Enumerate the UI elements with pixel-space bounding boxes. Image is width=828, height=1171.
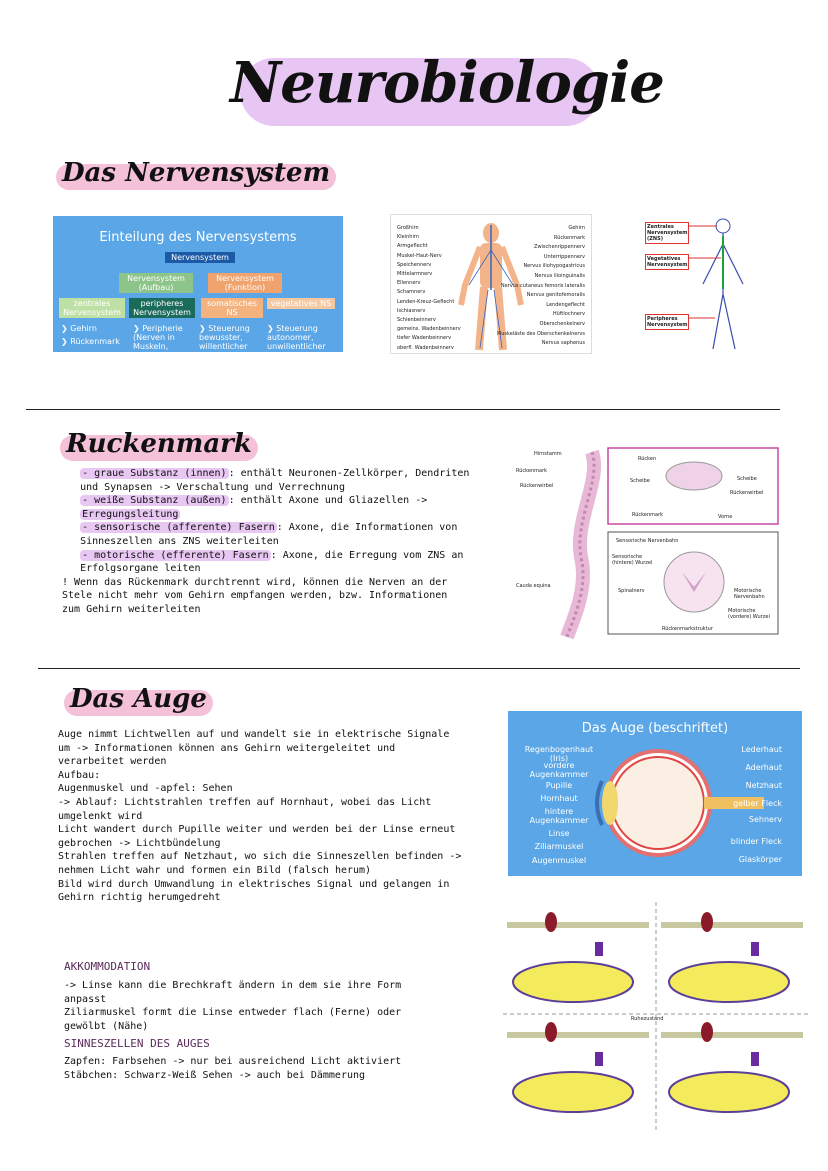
bullet-autonom: ❯ Steuerung autonomer, unwillentlicher Vorgänge [267,324,326,360]
zns-figure [643,214,783,352]
eye-label-left: Ziliarmuskel [534,842,584,851]
body-label-right: Nervus saphenus [541,340,585,347]
body-label-right: Rückenmark [553,234,585,241]
body-label-right: Nervus cutaneus femoris lateralis [500,282,585,289]
body-label-left: Ischiasnerv [397,307,426,314]
einteilung-title: Einteilung des Nervensystems [99,230,297,245]
eye-label-left: hintere Augenkammer [529,807,589,825]
body-label-left: Schamnerv [397,289,426,296]
body-label-right: Nervus ilioinguinalis [534,273,585,279]
eye-label-right: blinder Fleck [730,837,782,846]
section-heading-auge: Das Auge [70,684,207,714]
bullet-peripherie: ❯ Peripherie (Nerven in Muskeln, Augen, Ohren etc.) [133,324,189,369]
body-label-right: Nervus iliohypogastricus [523,263,585,270]
body-label-left: Mittelarmnerv [397,271,433,277]
eye-label-left: Pupille [545,781,573,790]
akkommodation-heading: AKKOMMODATION [64,960,151,973]
body-label-left: gemeins. Wadenbeinnerv [397,326,461,333]
eye-label-right: Netzhaut [745,781,782,790]
page-title-block [230,40,664,135]
body-label-right: Lendengeflecht [546,301,585,308]
body-label-left: Kleinhirn [397,234,419,241]
eye-diagram [508,711,802,876]
box-nervensystem: Nervensystem [165,252,235,263]
body-label-left: Ellennerv [397,280,421,287]
ruhezustand-label: Ruhezustand [631,1016,664,1022]
body-label-left: Schienbeinnerv [397,317,436,323]
box-somatisches: somatisches NS [201,298,263,318]
photoreceptor-diagram [503,902,809,1130]
body-label-right: Gehirn [568,225,585,231]
eye-label-left: Linse [548,829,570,838]
rm-term-motorisch: - motorische (efferente) Fasern [82,549,269,561]
rueckenmark-text: - graue Substanz (innen) : enthält Neuronen-Zellkörper, Dendriten und Synapsen -> Verschaltung und Verrechnung - weiße Substanz (außen) : enthält Axone und Gliazellen -> Erregungsleitung - sensorische (afferente) Fasern : Axone, die Informationen von Sinneszellen ans ZNS weiterleiten - motorische (efferente) Fasern : Axone, die Erregung vom ZNS an Erfolgsorgane leiten ! Wenn das Rückenmark durchtrennt wird, können die Nerven an der Stele nicht mehr vom Gehirn empfangen werden, bzw. Informationen zum Gehirn weiterleiten [62,468,470,615]
body-label-right: Hüftlochnerv [552,311,585,318]
zns-label-peripher: Peripheres Nervensystem [647,316,688,328]
eye-label-right: Glaskörper [738,855,782,864]
box-aufbau: Nervensystem (Aufbau) [119,273,193,293]
body-label-left: Lenden-Kreuz-Geflecht [397,298,455,305]
akkommodation-text: -> Linse kann die Brechkraft ändern in dem sie ihre Form anpasst Ziliarmuskel formt die Linse entweder flach (Ferne) oder gewölbt (Nähe) [64,980,402,1032]
einteilung-diagram [53,216,343,369]
sinneszellen-heading: SINNESZELLEN DES AUGES [64,1037,210,1050]
body-label-right: Oberschenkelnerv [539,321,585,327]
divider-2 [38,668,800,669]
box-funktion: Nervensystem (Funktion) [208,273,282,293]
zns-label-vegetativ: Vegetatives Nervensystem [647,256,688,268]
eye-label-right: Aderhaut [745,763,782,772]
body-label-left: tiefer Wadenbeinnerv [397,335,452,342]
box-vegetatives: vegetatives NS [267,298,335,309]
body-label-right: Nervus genitofemoralis [526,292,585,299]
eye-diagram-title: Das Auge (beschriftet) [581,721,729,736]
body-label-left: Speichennerv [397,261,432,268]
box-peripheres: peripheres Nervensystem [129,298,195,318]
spine-diagram: Hirnstamm Rückenmark Rückenwirbel Cauda equina Rücken Scheibe Scheibe Rückenwirbel Rückenmark Vorne Sensorische Nervenbahn Sensorische (hintere) Wurzel Spinalnerv Motorische Nervenbahn Motorische (vordere) Wurzel Rückenmarkstruktur [512,442,784,640]
eye-label-left: Hornhaut [540,794,578,803]
bullet-bewusst: ❯ Steuerung bewusster, willentlicher Vorgänge [199,324,250,360]
body-label-left: oberfl. Wadenbeinnerv [397,344,454,351]
body-nerves-diagram [390,214,592,354]
section-heading-rueckenmark: Ruckenmark [66,429,252,459]
sinneszellen-text: Zapfen: Farbsehen -> nur bei ausreichend Licht aktiviert Stäbchen: Schwarz-Weiß Sehen -> auch bei Dämmerung [64,1056,402,1081]
zns-diagram [643,214,783,352]
rm-term-weisse: - weiße Substanz (außen) [82,495,227,507]
zns-label-zentral: Zentrales Nervensystem (ZNS) [647,224,688,242]
divider-1 [26,409,780,410]
eye-label-right: gelber Fleck [733,799,782,808]
body-label-left: Großhirn [397,225,419,231]
rm-term-sensorisch: - sensorische (afferente) Fasern [82,522,275,534]
eye-label-left: vordere Augenkammer [529,761,589,779]
eye-label-right: Lederhaut [741,745,782,754]
eye-label-right: Sehnerv [748,815,782,824]
eye-label-left: Augenmuskel [531,856,587,865]
eye-label-left: Regenbogenhaut (Iris) [524,745,594,763]
auge-text: Auge nimmt Lichtwellen auf und wandelt sie in elektrische Signale um -> Informationen können ans Gehirn weitergeleitet und verarbeitet werden Aufbau: Augenmuskel und -apfel: Sehen -> Ablauf: Lichtstrahlen treffen auf Hornhaut, wobei das Licht umgelenkt wird Licht wandert durch Pupille weiter und werden bei der Linse erneut gebrochen -> Lichtbündelung Strahlen treffen auf Netzhaut, wo sich die Sinneszellen befinden -> nehmen Licht wahr und formen ein Bild (falsch herum) Bild wird durch Umwandlung in elektrisches Signal und gelangen in Gehirn richtig herumgedreht [58,729,462,904]
body-label-right: Zwischenrippennerv [534,244,585,251]
body-label-left: Muskel-Haut-Nerv [397,252,442,259]
page-title: Neurobiologie [230,50,664,116]
bullet-rueckenmark: ❯ Rückenmark [61,337,120,346]
bullet-gehirn: ❯ Gehirn [61,324,97,333]
body-label-right: Unterrippennerv [543,253,585,260]
box-zentrales: zentrales Nervensystem [59,298,125,318]
rm-term-graue: - graue Substanz (innen) [82,468,227,479]
body-label-left: Armgeflecht [397,243,428,250]
body-label-right: Muskeläste des Oberschenkelnervs [496,330,585,337]
section-heading-nervensystem: Das Nervensystem [62,158,330,188]
